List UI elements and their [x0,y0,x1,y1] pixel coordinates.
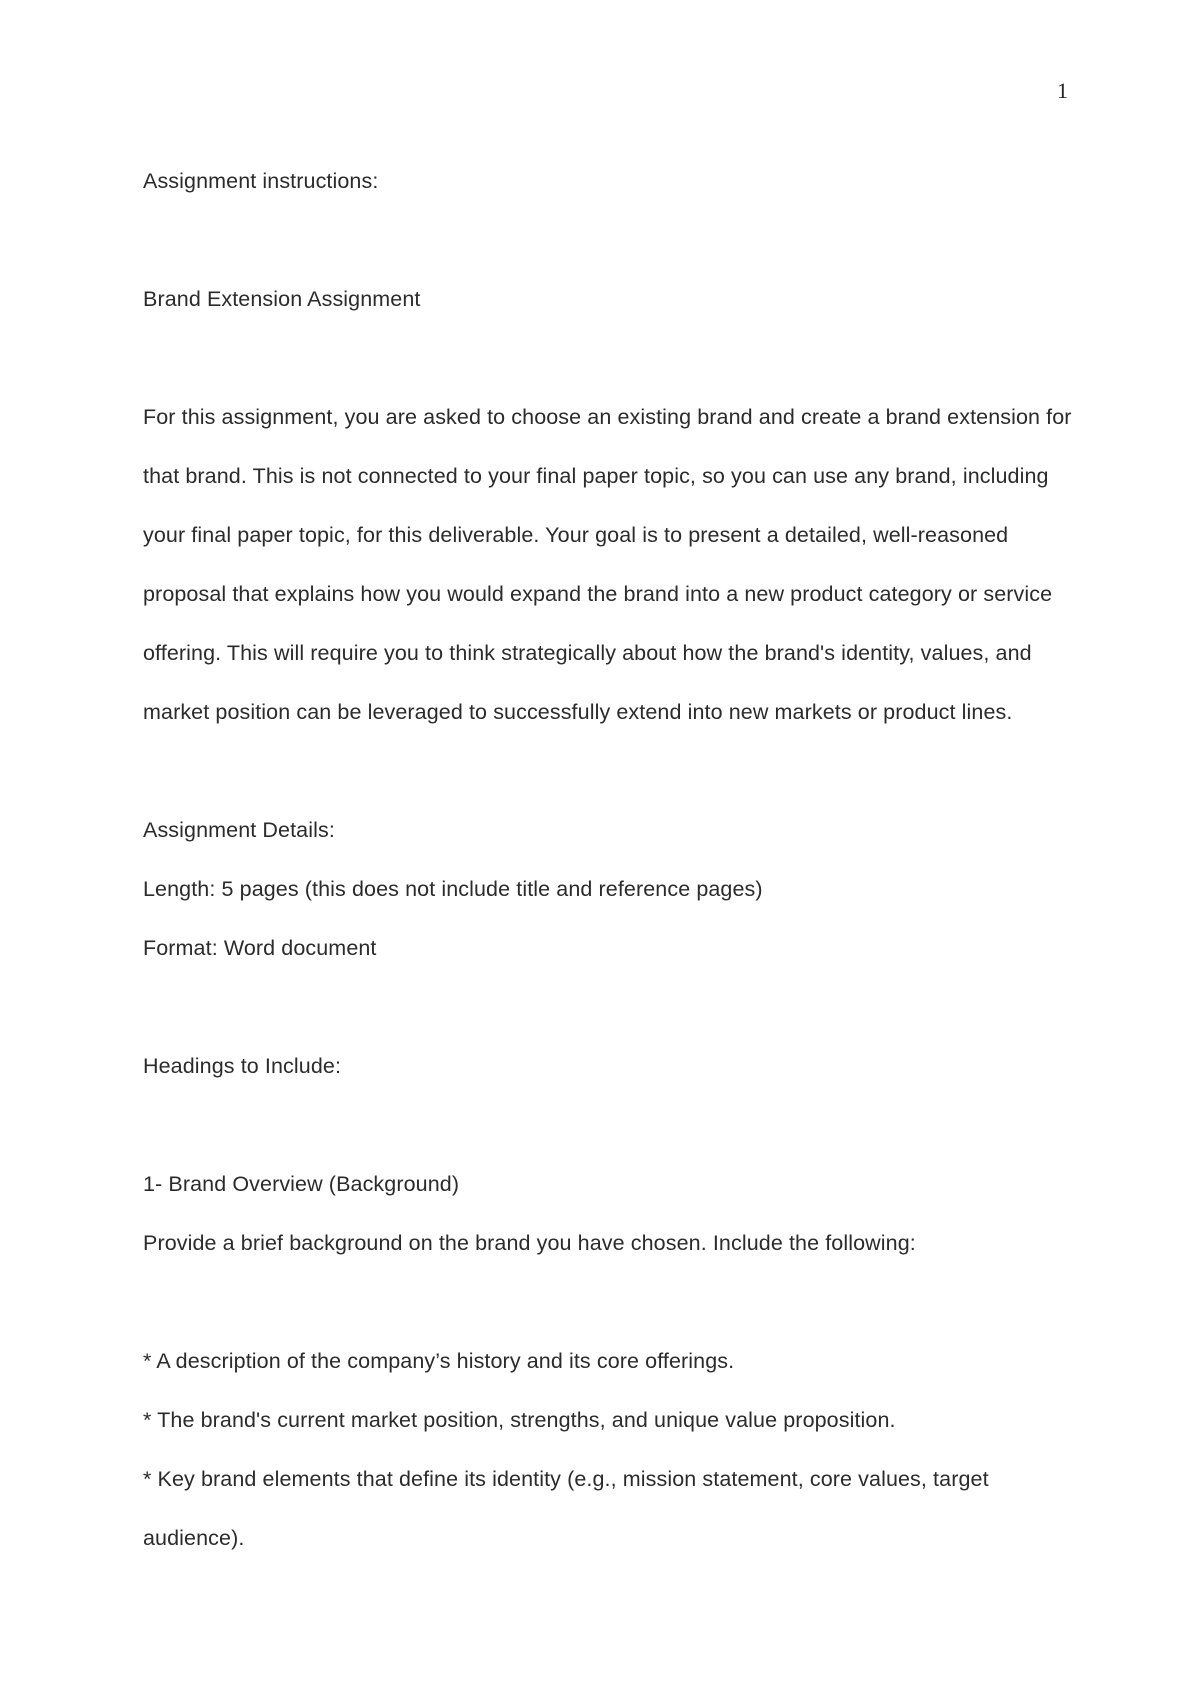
spacer [143,1096,1083,1155]
spacer [143,742,1083,801]
length-detail: Length: 5 pages (this does not include title and reference pages) [143,877,763,901]
spacer [143,978,1083,1037]
page-number: 1 [1057,78,1068,103]
description-line: your final paper topic, for this deliverable. Your goal is to present a detailed, well-reasoned [143,523,1009,547]
headings-label: Headings to Include: [143,1054,342,1078]
bullet-item: * A description of the company’s history and its core offerings. [143,1349,735,1373]
bullet-item: * The brand's current market position, strengths, and unique value proposition. [143,1408,896,1432]
description-line: that brand. This is not connected to your final paper topic, so you can use any brand, including [143,464,1049,488]
spacer [143,211,1083,270]
description-line: proposal that explains how you would expand the brand into a new product category or service [143,582,1053,606]
description-line: For this assignment, you are asked to choose an existing brand and create a brand extension for [143,405,1072,429]
bullet-continuation: audience). [143,1526,245,1550]
document-body [143,152,1083,1568]
spacer [143,1273,1083,1332]
spacer [143,329,1083,388]
description-line: offering. This will require you to think strategically about how the brand's identity, values, and [143,641,1032,665]
section1-intro: Provide a brief background on the brand you have chosen. Include the following: [143,1231,916,1255]
intro-label: Assignment instructions: [143,169,379,193]
section1-heading: 1- Brand Overview (Background) [143,1172,460,1196]
format-detail: Format: Word document [143,936,377,960]
bullet-item: * Key brand elements that define its identity (e.g., mission statement, core values, target [143,1467,989,1491]
details-heading: Assignment Details: [143,818,335,842]
description-line: market position can be leveraged to successfully extend into new markets or product lines. [143,700,1013,724]
assignment-title: Brand Extension Assignment [143,287,421,311]
